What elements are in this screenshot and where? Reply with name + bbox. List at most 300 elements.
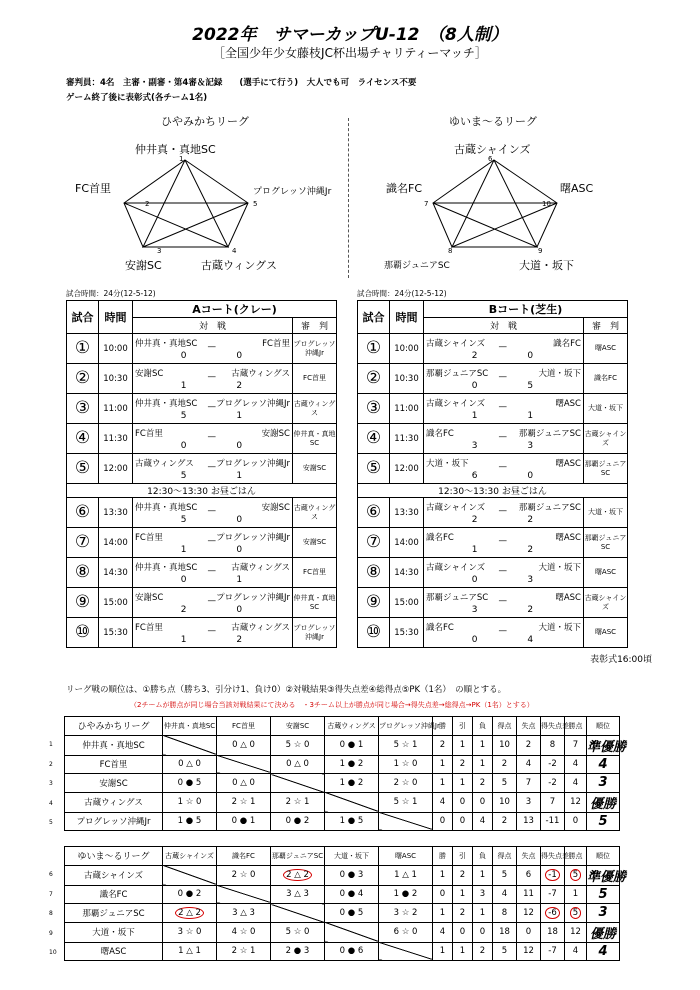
match-time: 14:30 [99,558,133,588]
versus-dash: — [207,431,216,442]
match-time: 11:00 [99,394,133,424]
versus-dash: — [207,625,216,636]
team-rank: 優勝 [587,922,620,942]
lunch-row [67,484,337,498]
versus-dash: — [498,535,507,546]
stat-value: 6 [525,870,532,880]
team-name: 識名FC [65,885,163,904]
stat-w [433,812,453,831]
stat-value: 4 [572,946,579,957]
column-header: 大道・坂下 [325,847,379,866]
self-cell [271,904,325,923]
away-score: 2 [527,514,534,525]
team-name: 那覇ジュニアSC [65,904,163,923]
match-versus [133,335,292,363]
home-team: 安謝SC [135,368,164,379]
self-cell [217,885,271,904]
standings-header [65,717,620,736]
team-name: FC首里 [65,755,163,774]
stat-value: -6 [545,907,559,919]
team-name: 大道・坂下 [65,922,163,942]
stat-ga [517,904,541,923]
team-name: 古蔵シャインズ [65,865,163,885]
result-value: 0 △ 0 [232,740,255,750]
match-cell [133,558,293,588]
column-header: 曙ASC [379,847,433,866]
league-a-team-4: 古蔵ウィングス [201,259,278,272]
match-time: 14:30 [390,558,424,588]
stat-d [453,885,473,904]
result-cell [271,755,325,774]
result-value: 3 △ 3 [232,907,255,918]
away-score: 1 [236,574,243,585]
league-a-title: ひやみかちリーグ [161,115,249,128]
versus-dash: — [207,595,216,606]
stat-gd [541,774,565,793]
court-b-time-note: 試合時間：24分(12-5-12) [357,289,447,298]
stat-value: 2 [439,740,446,750]
stat-w [433,942,453,961]
stat-pts [565,885,587,904]
versus-dash: — [498,401,507,412]
stat-l [473,735,493,755]
away-score: 0 [527,350,534,361]
match-time: 10:00 [99,334,133,364]
column-header: プログレッソ沖縄Jr [379,717,433,736]
league-a-num-1: 1 [179,155,184,163]
column-header: 得失点差 [541,717,565,736]
team-rank: 3 [587,774,620,793]
col-match: 対 戦 [424,318,584,334]
league-b-team-10: 曙ASC [560,182,594,195]
match-cell [133,454,293,484]
league-b-diagram [384,140,614,280]
match-row [67,334,337,364]
home-score: 3 [471,440,478,451]
match-time: 14:00 [99,528,133,558]
match-row [358,498,628,528]
away-score: 3 [527,440,534,451]
stat-value: 1 [439,907,446,918]
stat-ga [517,735,541,755]
ranking-rule: リーグ戦の順位は、①勝ち点（勝ち3、引分け1、負け0）②対戦結果③得失点差④総得点⑤PK（1名） の順とする。 [66,685,507,695]
standings-row [65,922,620,942]
stat-l [473,792,493,812]
col-time: 時間 [390,301,424,334]
away-score: 5 [527,380,534,391]
stat-gf [493,755,517,774]
away-team: プログレッソ沖縄Jr [216,592,290,603]
match-cell [424,588,584,618]
result-cell [325,755,379,774]
match-row [358,394,628,424]
match-versus [133,589,292,617]
stat-value: 18 [499,927,510,937]
column-header: 勝点 [565,717,587,736]
row-number: 10 [49,949,57,956]
match-referee: 曙ASC [584,558,628,588]
match-number: ⑩ [358,618,390,648]
away-team: 大道・坂下 [538,368,581,379]
match-cell [133,394,293,424]
standings-header [65,847,620,866]
stat-value: 1 [459,777,466,788]
result-value: 5 ☆ 0 [285,740,310,750]
result-value: 1 ● 5 [177,816,202,827]
result-value: 5 ☆ 1 [393,797,418,807]
stat-value: 5 [501,870,508,880]
court-a-schedule [66,300,337,648]
stat-value: -7 [548,946,557,957]
stat-w [433,885,453,904]
versus-dash: — [498,565,507,576]
stat-gf [493,904,517,923]
stat-pts [565,865,587,885]
col-match-no: 試合 [358,301,390,334]
stat-value: 1 [439,946,446,957]
away-team: 古蔵ウィングス [231,368,290,379]
result-cell [379,774,433,793]
result-cell [379,755,433,774]
match-number: ③ [67,394,99,424]
match-number: ① [358,334,390,364]
stat-value: 12 [570,927,581,937]
versus-dash: — [498,461,507,472]
standings-row [65,904,620,923]
result-cell [217,942,271,961]
stat-value: 0 [459,927,466,937]
home-score: 2 [471,350,478,361]
self-cell [379,812,433,831]
stat-value: 1 [439,759,446,770]
court-b-title: Bコート(芝生) [424,301,628,318]
away-team: 曙ASC [555,398,581,409]
stat-value: 0 [525,927,532,937]
match-cell [424,528,584,558]
league-divider [348,118,349,278]
league-name: ゆいま～るリーグ [65,847,163,866]
stat-gf [493,774,517,793]
match-time: 15:30 [99,618,133,648]
match-referee: 古蔵ウィングス [293,498,337,528]
versus-dash: — [498,505,507,516]
column-header: 引 [453,717,473,736]
stat-value: -2 [548,759,557,770]
home-score: 3 [471,604,478,615]
column-header: 那覇ジュニアSC [271,847,325,866]
versus-dash: — [207,401,216,412]
stat-value: 2 [459,759,466,770]
home-score: 1 [180,380,187,391]
result-value: 0 ● 2 [285,816,310,827]
home-score: 5 [180,410,187,421]
home-score: 1 [180,634,187,645]
lunch-break: 12:30～13:30 お昼ごはん [67,484,337,498]
home-team: 仲井真・真地SC [135,338,198,349]
away-team: 安謝SC [261,428,290,439]
match-time: 10:00 [390,334,424,364]
result-cell [217,774,271,793]
stat-ga [517,865,541,885]
result-value: 1 △ 1 [394,870,417,880]
stat-gf [493,865,517,885]
home-score: 1 [180,544,187,555]
home-team: 仲井真・真地SC [135,398,198,409]
stat-value: 5 [501,777,508,788]
result-value: 2 ☆ 0 [231,870,256,880]
stat-ga [517,885,541,904]
column-header: 負 [473,717,493,736]
away-team: 曙ASC [555,532,581,543]
match-row [67,498,337,528]
self-cell [163,865,217,885]
match-cell [424,424,584,454]
league-b-standings [64,846,627,961]
result-value: 2 ☆ 0 [393,777,418,788]
stat-pts [565,942,587,961]
stat-w [433,865,453,885]
match-number: ⑨ [358,588,390,618]
stat-d [453,812,473,831]
column-header: 失点 [517,717,541,736]
home-team: 仲井真・真地SC [135,502,198,513]
home-score: 2 [471,514,478,525]
match-versus [133,529,292,557]
match-referee: 安謝SC [293,454,337,484]
team-name: 古蔵ウィングス [65,792,163,812]
league-a-team-3: 安謝SC [125,259,162,272]
away-team: 曙ASC [555,458,581,469]
match-time: 10:30 [390,364,424,394]
match-cell [133,364,293,394]
match-number: ① [67,334,99,364]
match-referee: 那覇ジュニアSC [584,454,628,484]
away-score: 1 [527,410,534,421]
versus-dash: — [207,565,216,576]
col-time: 時間 [99,301,133,334]
versus-dash: — [498,625,507,636]
tiebreak-rule: （2チームが勝点が同じ場合当該対戦結果にて決める ・3チーム以上が勝点が同じ場合→得失点差→総得点→PK（1名）とする） [130,701,534,709]
match-number: ③ [358,394,390,424]
stat-value: 1 [459,889,466,900]
team-name: 安謝SC [65,774,163,793]
match-referee: 識名FC [584,364,628,394]
stat-gd [541,735,565,755]
away-score: 4 [527,634,534,645]
closing-ceremony-time: 表彰式16:00頃 [590,655,652,665]
ceremony-note: ゲーム終了後に表彰式(各チーム1名) [66,93,208,103]
stat-l [473,885,493,904]
match-versus [424,395,583,423]
stat-w [433,792,453,812]
stat-gf [493,922,517,942]
result-value: 0 ● 3 [339,870,364,880]
stat-ga [517,812,541,831]
result-value: 4 ☆ 0 [231,927,256,937]
result-cell [325,865,379,885]
result-value: 1 ● 5 [339,816,364,827]
match-versus [424,425,583,453]
match-referee: 仲井真・真地SC [293,424,337,454]
stat-value: 0 [439,816,446,827]
stat-gd [541,812,565,831]
result-value: 2 ● 3 [285,946,310,957]
match-referee: 古蔵シャインズ [584,588,628,618]
home-score: 6 [471,470,478,481]
stat-value: 7 [572,740,579,750]
match-number: ⑧ [67,558,99,588]
stat-value: 5 [570,869,581,881]
column-header: 順位 [587,717,620,736]
stat-value: 1 [459,740,466,750]
home-team: 古蔵シャインズ [426,502,486,513]
stat-d [453,774,473,793]
stat-d [453,735,473,755]
stat-value: 1 [439,870,446,880]
match-cell [424,364,584,394]
home-team: 古蔵ウィングス [135,458,194,469]
match-number: ⑤ [67,454,99,484]
stat-gd [541,922,565,942]
column-header: 勝 [433,847,453,866]
column-header: 安謝SC [271,717,325,736]
lunch-break: 12:30～13:30 お昼ごはん [358,484,628,498]
match-row [67,528,337,558]
league-b-num-10: 10 [542,200,551,208]
stat-ga [517,792,541,812]
home-team: 古蔵シャインズ [426,398,486,409]
match-versus [424,619,583,647]
home-team: 大道・坂下 [426,458,469,469]
home-team: 古蔵シャインズ [426,338,486,349]
stat-gd [541,904,565,923]
match-referee: FC首里 [293,364,337,394]
result-value: 6 ☆ 0 [393,927,418,937]
referee-note: 審判員：4名 主審・副審・第4審＆記録 (選手にて行う) 大人でも可 ライセンス不要 [66,78,417,88]
row-number: 1 [49,741,53,748]
column-header: 順位 [587,847,620,866]
stat-value: 7 [549,797,556,807]
match-versus [133,455,292,483]
stat-value: 0 [459,797,466,807]
stat-w [433,755,453,774]
standings-row [65,942,620,961]
home-score: 0 [180,574,187,585]
league-b-title: ゆいま～るリーグ [449,115,537,128]
match-number: ④ [67,424,99,454]
row-number: 7 [49,890,53,898]
away-team: 古蔵ウィングス [231,562,290,573]
league-a-diagram [75,140,332,280]
stat-value: 4 [525,759,532,770]
stat-value: 12 [570,797,581,807]
match-time: 15:00 [99,588,133,618]
stat-l [473,904,493,923]
row-number: 6 [49,871,53,878]
result-cell [325,735,379,755]
away-team: 大道・坂下 [538,622,581,633]
stat-l [473,865,493,885]
result-cell [379,922,433,942]
league-a-standings [64,716,627,831]
result-value: 1 ● 2 [339,759,364,770]
league-b-num-6: 6 [488,155,493,163]
match-cell [424,558,584,588]
match-time: 12:00 [390,454,424,484]
home-team: 仲井真・真地SC [135,562,198,573]
away-team: 識名FC [553,338,581,349]
row-number: 2 [49,760,53,768]
standings-row [65,755,620,774]
match-cell [424,334,584,364]
away-team: プログレッソ沖縄Jr [216,398,290,409]
match-time: 13:30 [99,498,133,528]
stat-l [473,812,493,831]
match-row [358,618,628,648]
home-team: 識名FC [426,622,454,633]
column-header: 失点 [517,847,541,866]
away-team: 安謝SC [261,502,290,513]
match-versus [424,455,583,483]
result-cell [379,792,433,812]
away-score: 2 [527,544,534,555]
result-value: 0 △ 0 [178,759,201,770]
league-b-team-7: 識名FC [386,182,423,195]
match-referee: プログレッソ沖縄Jr [293,334,337,364]
result-cell [379,885,433,904]
match-versus [424,589,583,617]
col-referee: 審 判 [293,318,337,334]
match-number: ⑩ [67,618,99,648]
league-a-num-5: 5 [253,200,258,208]
match-versus [133,619,292,647]
match-versus [133,559,292,587]
match-number: ④ [358,424,390,454]
stat-value: 10 [499,740,510,750]
stat-value: 2 [501,759,508,770]
away-score: 2 [236,634,243,645]
column-header: 負 [473,847,493,866]
stat-pts [565,904,587,923]
match-time: 15:00 [390,588,424,618]
result-cell [163,755,217,774]
stat-w [433,904,453,923]
match-row [67,364,337,394]
home-team: 識名FC [426,532,454,543]
match-referee: 古蔵ウィングス [293,394,337,424]
result-value: 0 ● 6 [339,946,364,957]
result-cell [379,865,433,885]
stat-value: 2 [459,870,466,880]
match-row [67,588,337,618]
match-referee: 大道・坂下 [584,394,628,424]
away-team: 曙ASC [555,592,581,603]
league-a-team-5: プログレッソ沖縄Jr [253,187,332,197]
stat-l [473,774,493,793]
result-cell [163,774,217,793]
home-team: FC首里 [135,622,163,633]
stat-d [453,755,473,774]
result-value: 3 ☆ 2 [393,907,418,918]
match-number: ⑨ [67,588,99,618]
match-referee: 安謝SC [293,528,337,558]
away-score: 3 [527,574,534,585]
stat-value: 0 [572,816,579,827]
away-team: FC首里 [262,338,290,349]
stat-d [453,904,473,923]
result-cell [271,922,325,942]
row-number: 4 [49,799,53,807]
